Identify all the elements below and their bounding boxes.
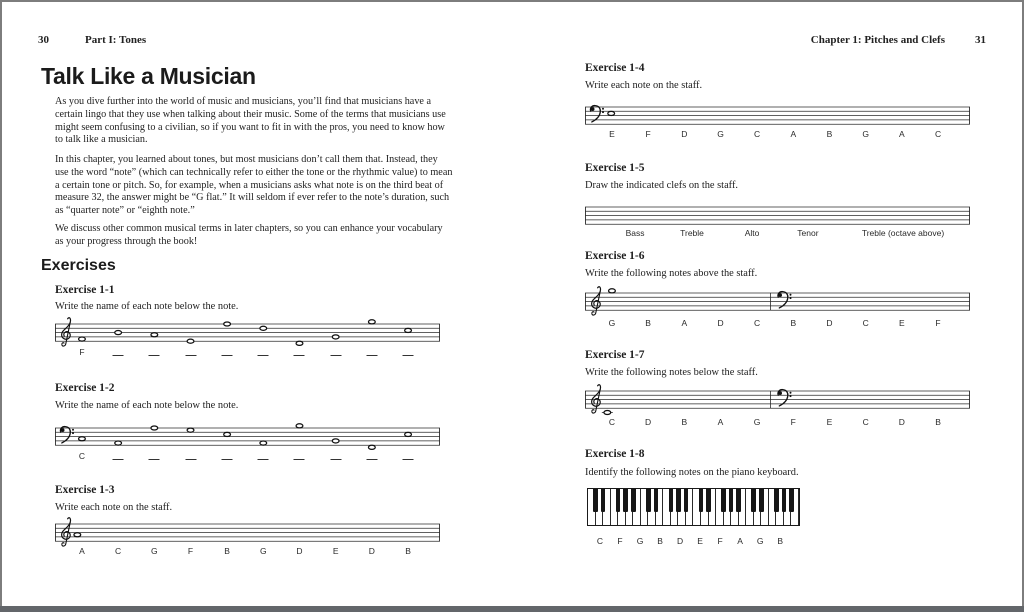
paragraph-3: We discuss other common musical terms in later chapters, so you can enhance your vocabulary as your progress through the book! bbox=[55, 223, 443, 247]
note-letter: D bbox=[898, 417, 905, 427]
paragraph-2: In this chapter, you learned about tones, but most musicians don’t call them that. Instead, they use the word “note” (which can technically refer to either the tone or the rhythmic value) to mean a certain tone or pitch. So, for example, when a musicians asks what note is on the third beat of measure 32, the answer might be “G flat.” It will seldom if ever refer to the note’s duration, such as “quarter note” or “eighth note.” bbox=[55, 154, 453, 217]
exercise-1-6-letter-row bbox=[585, 318, 970, 332]
answer-blank bbox=[149, 459, 160, 460]
answer-blank bbox=[113, 459, 124, 460]
whole-note bbox=[604, 410, 611, 414]
note-letter: D bbox=[296, 546, 303, 556]
note-letter: F bbox=[79, 347, 85, 357]
exercise-1-1-title: Exercise 1-1 bbox=[55, 284, 115, 296]
black-key bbox=[676, 489, 681, 512]
answer-blank bbox=[366, 355, 377, 356]
note-letter: C bbox=[862, 318, 869, 328]
note-letter: G bbox=[608, 318, 616, 328]
whole-note bbox=[79, 437, 86, 441]
bass-clef-icon bbox=[778, 292, 792, 308]
note-letter: E bbox=[609, 129, 615, 139]
clef-label: Treble bbox=[680, 228, 704, 238]
answer-blank bbox=[330, 459, 341, 460]
note-letter: C bbox=[115, 546, 122, 556]
note-letter: B bbox=[826, 129, 833, 139]
exercise-1-7-letter-row bbox=[585, 417, 970, 431]
black-key bbox=[601, 489, 606, 512]
black-key bbox=[616, 489, 621, 512]
note-letter: G bbox=[151, 546, 158, 556]
answer-blank bbox=[330, 355, 341, 356]
exercise-1-3-letter-row bbox=[55, 546, 440, 560]
note-letter: A bbox=[717, 417, 724, 427]
note-letter: B bbox=[935, 417, 941, 427]
note-letter: D bbox=[677, 536, 684, 546]
answer-blank bbox=[185, 355, 196, 356]
note-letter: E bbox=[826, 417, 833, 427]
note-letter: B bbox=[777, 536, 784, 546]
whole-note bbox=[296, 341, 303, 345]
note-letter: C bbox=[78, 451, 86, 461]
note-letter: A bbox=[790, 129, 797, 139]
whole-note bbox=[405, 328, 412, 332]
right-running-head: Chapter 1: Pitches and Clefs bbox=[810, 34, 945, 46]
note-letter: B bbox=[657, 536, 663, 546]
note-letter: G bbox=[756, 536, 764, 546]
clef-label: Treble (octave above) bbox=[861, 228, 945, 238]
black-key bbox=[759, 489, 764, 512]
answer-blank bbox=[258, 355, 269, 356]
whole-note bbox=[79, 337, 86, 341]
exercise-1-2-answer-row bbox=[55, 451, 440, 465]
whole-note bbox=[332, 335, 339, 339]
clef-label: Tenor bbox=[797, 228, 819, 238]
piano-keyboard bbox=[587, 488, 800, 526]
whole-note bbox=[260, 441, 267, 445]
black-key bbox=[729, 489, 734, 512]
note-letter: D bbox=[368, 546, 375, 556]
exercise-1-4-title: Exercise 1-4 bbox=[585, 62, 645, 74]
whole-note bbox=[151, 333, 158, 337]
exercise-1-8-title: Exercise 1-8 bbox=[585, 448, 645, 460]
whole-note bbox=[115, 441, 122, 445]
whole-note bbox=[224, 322, 231, 326]
whole-note bbox=[332, 439, 339, 443]
exercise-1-5-instruction: Draw the indicated clefs on the staff. bbox=[585, 180, 739, 191]
note-letter: A bbox=[79, 546, 85, 556]
note-letter: F bbox=[717, 536, 723, 546]
clef-label: Bass bbox=[625, 228, 645, 238]
note-letter: F bbox=[790, 417, 796, 427]
treble-clef-icon bbox=[62, 318, 71, 346]
note-letter: B bbox=[790, 318, 797, 328]
answer-blank bbox=[222, 355, 233, 356]
note-letter: C bbox=[754, 318, 761, 328]
exercise-1-7-instruction: Write the following notes below the staff. bbox=[585, 367, 758, 378]
note-letter: F bbox=[617, 536, 623, 546]
exercise-1-1-answer-row bbox=[55, 347, 440, 361]
note-letter: G bbox=[717, 129, 724, 139]
exercise-1-6-instruction: Write the following notes above the staff. bbox=[585, 268, 758, 279]
whole-note bbox=[187, 428, 194, 432]
exercise-1-4-letter-row bbox=[585, 129, 970, 143]
exercise-1-6-title: Exercise 1-6 bbox=[585, 250, 645, 262]
exercise-1-2-instruction: Write the name of each note below the note. bbox=[55, 400, 239, 411]
black-key bbox=[631, 489, 636, 512]
note-letter: B bbox=[681, 417, 688, 427]
whole-note bbox=[151, 426, 158, 430]
answer-blank bbox=[258, 459, 269, 460]
note-letter: C bbox=[608, 417, 616, 427]
black-key bbox=[669, 489, 674, 512]
bass-clef-icon bbox=[778, 390, 792, 406]
whole-note bbox=[224, 432, 231, 436]
exercise-1-7-title: Exercise 1-7 bbox=[585, 349, 645, 361]
exercise-1-2-title: Exercise 1-2 bbox=[55, 382, 115, 394]
exercise-1-3-instruction: Write each note on the staff. bbox=[55, 502, 173, 513]
black-key bbox=[654, 489, 659, 512]
window-top-edge bbox=[0, 0, 1024, 2]
exercise-1-3-title: Exercise 1-3 bbox=[55, 484, 115, 496]
treble-clef-icon bbox=[592, 287, 601, 315]
note-letter: A bbox=[899, 129, 905, 139]
whole-note bbox=[368, 320, 375, 324]
note-letter: C bbox=[934, 129, 942, 139]
black-key bbox=[751, 489, 756, 512]
note-letter: E bbox=[332, 546, 339, 556]
note-letter: G bbox=[636, 536, 644, 546]
note-letter: G bbox=[862, 129, 869, 139]
black-key bbox=[736, 489, 741, 512]
black-key bbox=[684, 489, 689, 512]
black-key bbox=[706, 489, 711, 512]
answer-blank bbox=[113, 355, 124, 356]
black-key bbox=[774, 489, 779, 512]
whole-note bbox=[405, 432, 412, 436]
exercise-1-8-letter-row bbox=[587, 536, 800, 550]
clef-label: Alto bbox=[744, 228, 760, 238]
note-letter: C bbox=[754, 129, 761, 139]
exercise-1-8-instruction: Identify the following notes on the piano keyboard. bbox=[585, 467, 799, 478]
note-letter: G bbox=[753, 417, 761, 427]
exercises-heading: Exercises bbox=[41, 257, 116, 274]
black-key bbox=[699, 489, 704, 512]
exercise-1-1-instruction: Write the name of each note below the note. bbox=[55, 301, 239, 312]
answer-blank bbox=[294, 459, 305, 460]
exercise-1-5-clef-label-row bbox=[585, 228, 970, 242]
right-page-number: 31 bbox=[975, 34, 986, 46]
exercise-1-5-title: Exercise 1-5 bbox=[585, 162, 645, 174]
answer-blank bbox=[294, 355, 305, 356]
note-letter: F bbox=[645, 129, 651, 139]
answer-blank bbox=[185, 459, 196, 460]
treble-clef-icon bbox=[592, 385, 601, 413]
black-key bbox=[646, 489, 651, 512]
black-key bbox=[782, 489, 787, 512]
black-key bbox=[593, 489, 598, 512]
answer-blank bbox=[403, 459, 414, 460]
note-letter: B bbox=[645, 318, 651, 328]
note-letter: E bbox=[697, 536, 703, 546]
note-letter: F bbox=[187, 546, 194, 556]
note-letter: D bbox=[717, 318, 724, 328]
bass-clef-icon bbox=[60, 427, 74, 443]
whole-note bbox=[368, 445, 375, 449]
left-page-number: 30 bbox=[38, 34, 49, 46]
bass-clef-icon bbox=[590, 106, 604, 122]
window-bottom-bar bbox=[0, 606, 1024, 612]
note-letter: B bbox=[405, 546, 411, 556]
whole-note bbox=[608, 111, 615, 115]
left-running-head: Part I: Tones bbox=[85, 34, 147, 46]
black-key bbox=[789, 489, 794, 512]
whole-note bbox=[74, 533, 81, 537]
note-letter: D bbox=[826, 318, 833, 328]
note-letter: F bbox=[935, 318, 941, 328]
whole-note bbox=[115, 331, 122, 335]
note-letter: A bbox=[681, 318, 688, 328]
whole-note bbox=[187, 339, 194, 343]
window-left-edge bbox=[0, 0, 2, 612]
note-letter: G bbox=[259, 546, 267, 556]
answer-blank bbox=[403, 355, 414, 356]
whole-note bbox=[609, 289, 616, 293]
note-letter: B bbox=[224, 546, 230, 556]
whole-note bbox=[260, 326, 267, 330]
note-letter: A bbox=[737, 536, 743, 546]
page-title: Talk Like a Musician bbox=[41, 63, 256, 89]
treble-clef-icon bbox=[62, 518, 71, 546]
answer-blank bbox=[366, 459, 377, 460]
black-key bbox=[623, 489, 628, 512]
note-letter: C bbox=[596, 536, 604, 546]
paragraph-1: As you dive further into the world of music and musicians, you’ll find that musicians have a certain lingo that they use when talking about their music. Some of the terms that musicians use might seem confusing to a civilian, so if you want to fit in with the pros, you need to know how to talk like a musician. bbox=[55, 96, 446, 146]
black-key bbox=[721, 489, 726, 512]
note-letter: C bbox=[862, 417, 869, 427]
answer-blank bbox=[222, 459, 233, 460]
note-letter: D bbox=[645, 417, 652, 427]
note-letter: D bbox=[681, 129, 688, 139]
exercise-1-4-instruction: Write each note on the staff. bbox=[585, 80, 703, 91]
note-letter: E bbox=[899, 318, 905, 328]
whole-note bbox=[296, 424, 303, 428]
answer-blank bbox=[149, 355, 160, 356]
